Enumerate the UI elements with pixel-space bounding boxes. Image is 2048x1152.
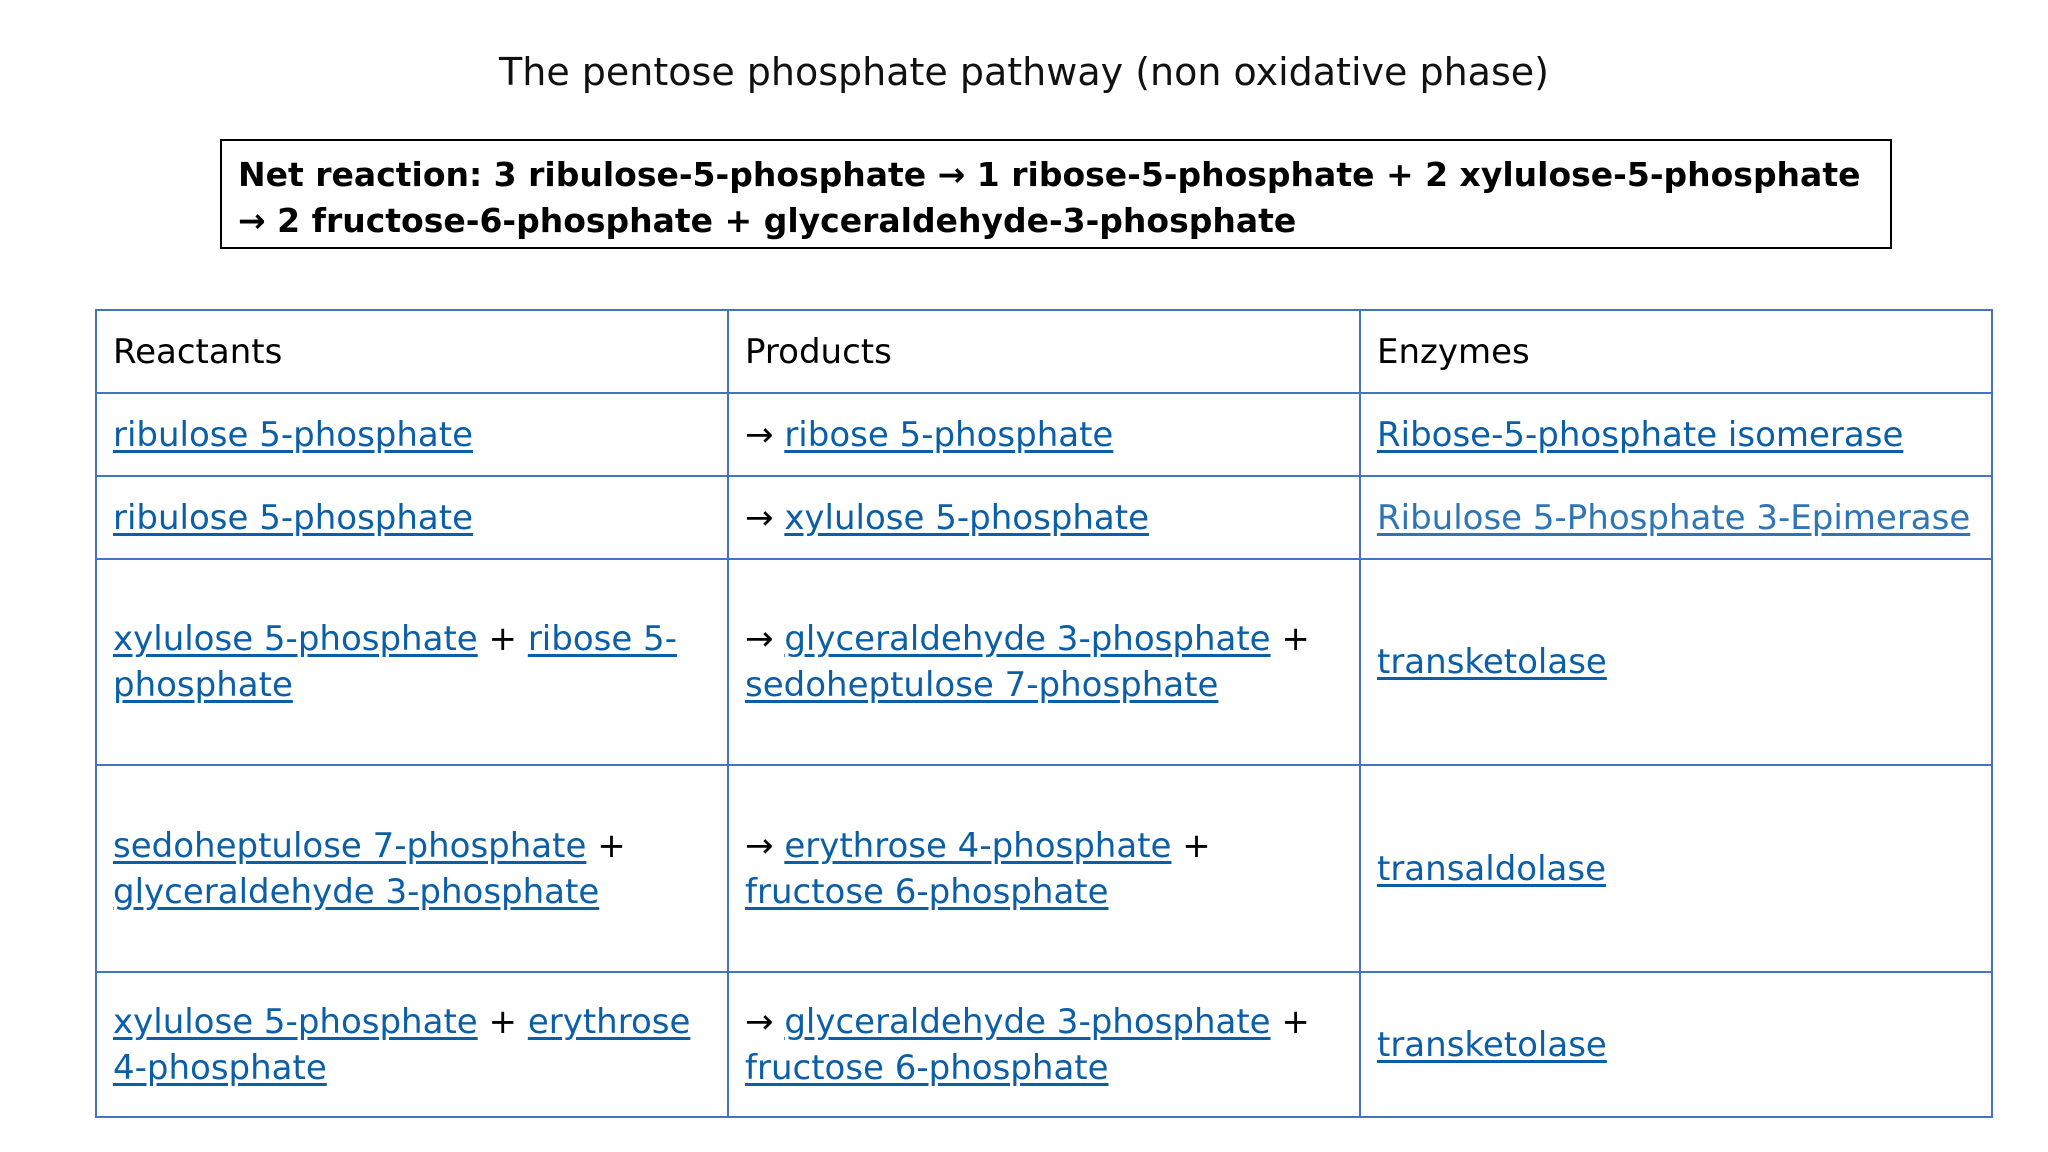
plus-sign: +: [488, 619, 517, 659]
enzyme-link[interactable]: transketolase: [1377, 642, 1607, 682]
arrow-icon: →: [745, 1001, 774, 1042]
reactant-link[interactable]: sedoheptulose 7-phosphate: [113, 825, 587, 866]
product-link[interactable]: fructose 6-phosphate: [745, 871, 1109, 912]
product-link[interactable]: sedoheptulose 7-phosphate: [745, 665, 1219, 705]
arrow-icon: →: [745, 619, 774, 659]
enzyme-link[interactable]: Ribulose 5-Phosphate 3-Epimerase: [1377, 497, 1971, 538]
enzyme-cell: [1360, 476, 1992, 559]
reactant-link[interactable]: erythrose 4-phosphate: [113, 1001, 691, 1088]
reactants-cell: [96, 972, 728, 1117]
enzyme-link[interactable]: Ribose-5-phosphate isomerase: [1377, 414, 1904, 455]
plus-sign: +: [1281, 1001, 1310, 1042]
header-enzymes: Enzymes: [1360, 310, 1992, 393]
enzyme-cell: [1360, 765, 1992, 972]
enzyme-link[interactable]: transaldolase: [1377, 848, 1606, 889]
reactant-link[interactable]: ribulose 5-phosphate: [113, 497, 474, 538]
reactant-link[interactable]: xylulose 5-phosphate: [113, 619, 478, 659]
product-link[interactable]: glyceraldehyde 3-phosphate: [784, 619, 1271, 659]
plus-sign: +: [488, 1001, 517, 1042]
page-title: The pentose phosphate pathway (non oxidative phase): [499, 50, 1549, 94]
products-cell: [728, 972, 1360, 1117]
product-link[interactable]: xylulose 5-phosphate: [784, 497, 1149, 538]
net-reaction-box: Net reaction: 3 ribulose-5-phosphate → 1 ribose-5-phosphate + 2 xylulose-5-phosphate → 2 fructose-6-phosphate + glyceraldehyde-3-phosphate: [220, 139, 1892, 249]
reactants-cell: [96, 393, 728, 476]
enzyme-link[interactable]: transketolase: [1377, 1024, 1607, 1065]
product-link[interactable]: ribose 5-phosphate: [784, 414, 1114, 455]
products-cell: [728, 765, 1360, 972]
enzyme-cell: [1360, 559, 1992, 765]
table-row: [96, 972, 1992, 1117]
reactant-link[interactable]: ribose 5-phosphate: [113, 619, 677, 705]
product-link[interactable]: erythrose 4-phosphate: [784, 825, 1172, 866]
plus-sign: +: [1281, 619, 1310, 659]
reactants-cell: [96, 476, 728, 559]
header-reactants: Reactants: [96, 310, 728, 393]
arrow-icon: →: [745, 497, 774, 538]
reactants-cell: [96, 765, 728, 972]
arrow-icon: →: [745, 825, 774, 866]
arrow-icon: →: [745, 414, 774, 455]
plus-sign: +: [597, 825, 626, 866]
table-header-row: [96, 310, 1992, 393]
product-link[interactable]: fructose 6-phosphate: [745, 1047, 1109, 1088]
reactant-link[interactable]: xylulose 5-phosphate: [113, 1001, 478, 1042]
plus-sign: +: [1182, 825, 1211, 866]
reactant-link[interactable]: ribulose 5-phosphate: [113, 414, 474, 455]
enzyme-cell: [1360, 972, 1992, 1117]
table-row: [96, 559, 1992, 765]
products-cell: [728, 559, 1360, 765]
table-row: [96, 393, 1992, 476]
reaction-table: [95, 309, 1993, 1118]
reactants-cell: [96, 559, 728, 765]
products-cell: [728, 476, 1360, 559]
enzyme-cell: [1360, 393, 1992, 476]
header-products: Products: [728, 310, 1360, 393]
products-cell: [728, 393, 1360, 476]
reactant-link[interactable]: glyceraldehyde 3-phosphate: [113, 871, 600, 912]
product-link[interactable]: glyceraldehyde 3-phosphate: [784, 1001, 1271, 1042]
table-row: [96, 476, 1992, 559]
table-row: [96, 765, 1992, 972]
